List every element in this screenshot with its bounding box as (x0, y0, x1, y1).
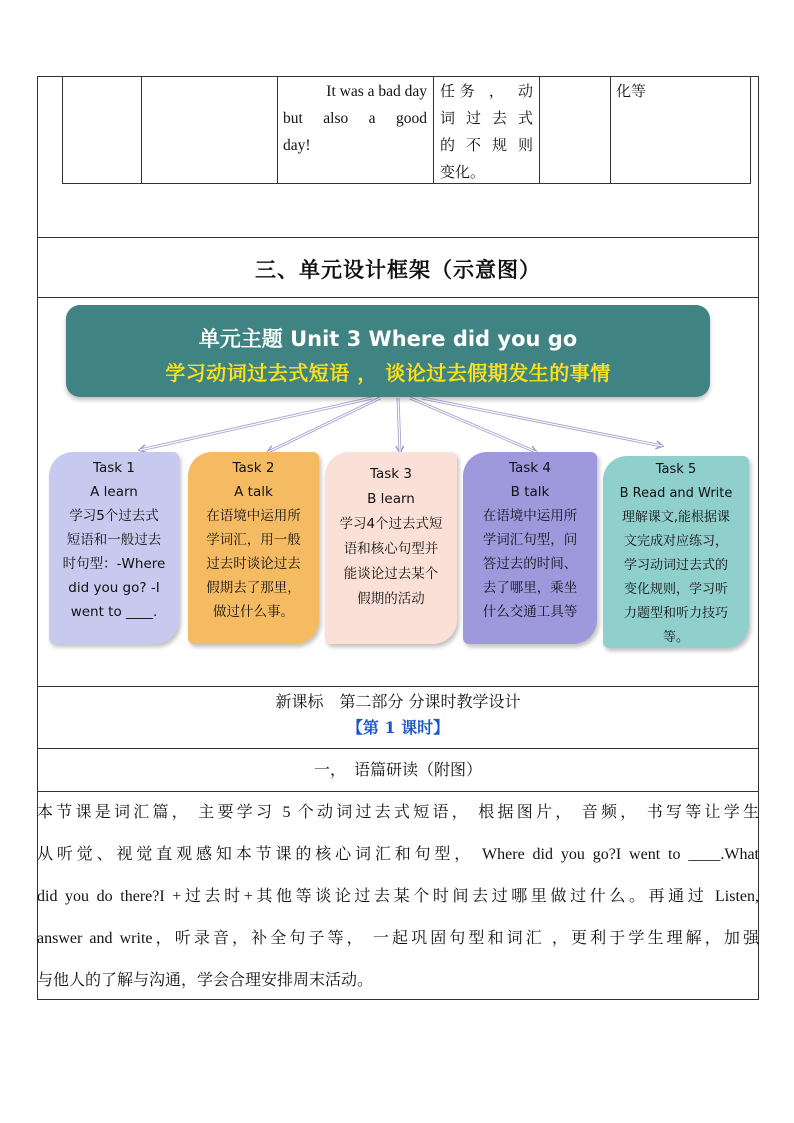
task-2-line: Task 2 (232, 460, 275, 476)
task-4-line: 答过去的时间、 (482, 556, 578, 572)
task-5-line: 学习动词过去式的 (623, 558, 728, 573)
task-2-line: 过去时谈论过去 (206, 556, 301, 572)
task-1-line: 学习5个过去式 (69, 508, 159, 524)
task-4-line: B talk (510, 484, 550, 500)
diagram-arrows (0, 0, 794, 470)
cell-task-line-4: 变化。 (440, 163, 486, 181)
task-1-line: went to ____. (70, 604, 158, 620)
task-box-3 (325, 452, 457, 644)
cell-theme-line-2: but also a good (283, 110, 427, 127)
task-2-line: 在语境中运用所 (206, 508, 301, 524)
task-5-line: 理解课文,能根据课 (621, 510, 731, 525)
section-three-title: 三、单元设计框架（示意图） (255, 258, 541, 282)
task-3-line: B learn (367, 491, 415, 507)
lesson-label-close: 课时】 (401, 718, 450, 737)
task-1-line: did you go? -I (68, 580, 160, 596)
task-1-line: A learn (90, 484, 138, 500)
task-box-4 (463, 452, 597, 644)
row-divider-4 (37, 748, 759, 749)
banner-title: 单元主题 Unit 3 Where did you go (198, 327, 578, 351)
task-2-line: A talk (234, 484, 273, 500)
task-box-5 (603, 456, 749, 648)
task-3-line: Task 3 (369, 466, 413, 482)
task-3-line: 能谈论过去某个 (343, 566, 439, 582)
banner-subtitle: 学习动词过去式短语 ， 谈论过去假期发生的事情 (165, 361, 611, 385)
task-3-line: 语和核心句型并 (343, 541, 439, 557)
task-box-2 (188, 452, 319, 644)
paragraph-line: 本节课是词汇篇， 主要学习 5 个动词过去式短语， 根据图片， 音频， 书写等让学生 (37, 804, 759, 821)
task-5-line: 文完成对应练习， (623, 534, 728, 549)
task-5-line: 等。 (662, 630, 689, 645)
part-two-title: 新课标 第二部分 分课时教学设计 (275, 692, 521, 711)
lesson-number: 1 (384, 718, 396, 737)
unit-theme-banner (66, 305, 710, 397)
task-2-line: 学词汇，用一般 (206, 532, 301, 548)
task-2-line: 做过什么事。 (213, 604, 294, 620)
task-1-line: 时句型：-Where (62, 556, 166, 572)
paragraph-line: did you do there?I +过去时+其他等谈论过去某个时间去过哪里做过什么。再通过 Listen, (37, 888, 759, 905)
cell-task-line-3: 的 不 规 则 (440, 136, 533, 154)
task-4-line: 学词汇句型，问 (482, 532, 578, 548)
task-1-line: 短语和一般过去 (66, 532, 162, 548)
row-divider-3 (37, 686, 759, 687)
task-3-line: 假期的活动 (357, 591, 425, 607)
text-analysis-paragraph (37, 792, 759, 1002)
task-4-line: Task 4 (508, 460, 552, 476)
task-4-line: 什么交通工具等 (482, 604, 578, 620)
task-4-line: 在语境中运用所 (482, 508, 578, 524)
cell-task-line-2: 词 过 去 式 (440, 109, 533, 127)
section-one-title: 一， 语篇研读（附图） (313, 760, 482, 779)
lesson-label-open: 【第 (346, 718, 379, 737)
task-5-line: B Read and Write (619, 486, 733, 501)
cell-extra-text: 化等 (616, 82, 647, 100)
task-2-line: 假期去了那里， (206, 580, 301, 596)
paragraph-line: 从听觉、视觉直观感知本节课的核心词汇和句型， Where did you go?I went to ____.What (37, 846, 759, 863)
paragraph-line: answer and write，听录音，补全句子等， 一起巩固句型和词汇 ，更利于学生理解，加强 (37, 930, 759, 947)
task-5-line: 力题型和听力技巧 (623, 606, 728, 621)
cell-task-line-1: 任务 ， 动 (440, 82, 533, 100)
task-5-line: Task 5 (655, 462, 697, 477)
task-5-line: 变化规则，学习听 (623, 582, 728, 597)
task-4-line: 去了哪里，乘坐 (482, 580, 578, 596)
lesson-label (37, 716, 759, 740)
paragraph-line: 与他人的了解与沟通，学会合理安排周末活动。 (37, 972, 374, 989)
cell-theme-line-3: day! (283, 137, 311, 154)
task-3-line: 学习4个过去式短 (339, 516, 443, 532)
task-1-line: Task 1 (92, 460, 136, 476)
cell-theme-line-1: It was a bad day (326, 83, 427, 100)
task-box-1 (49, 452, 179, 644)
